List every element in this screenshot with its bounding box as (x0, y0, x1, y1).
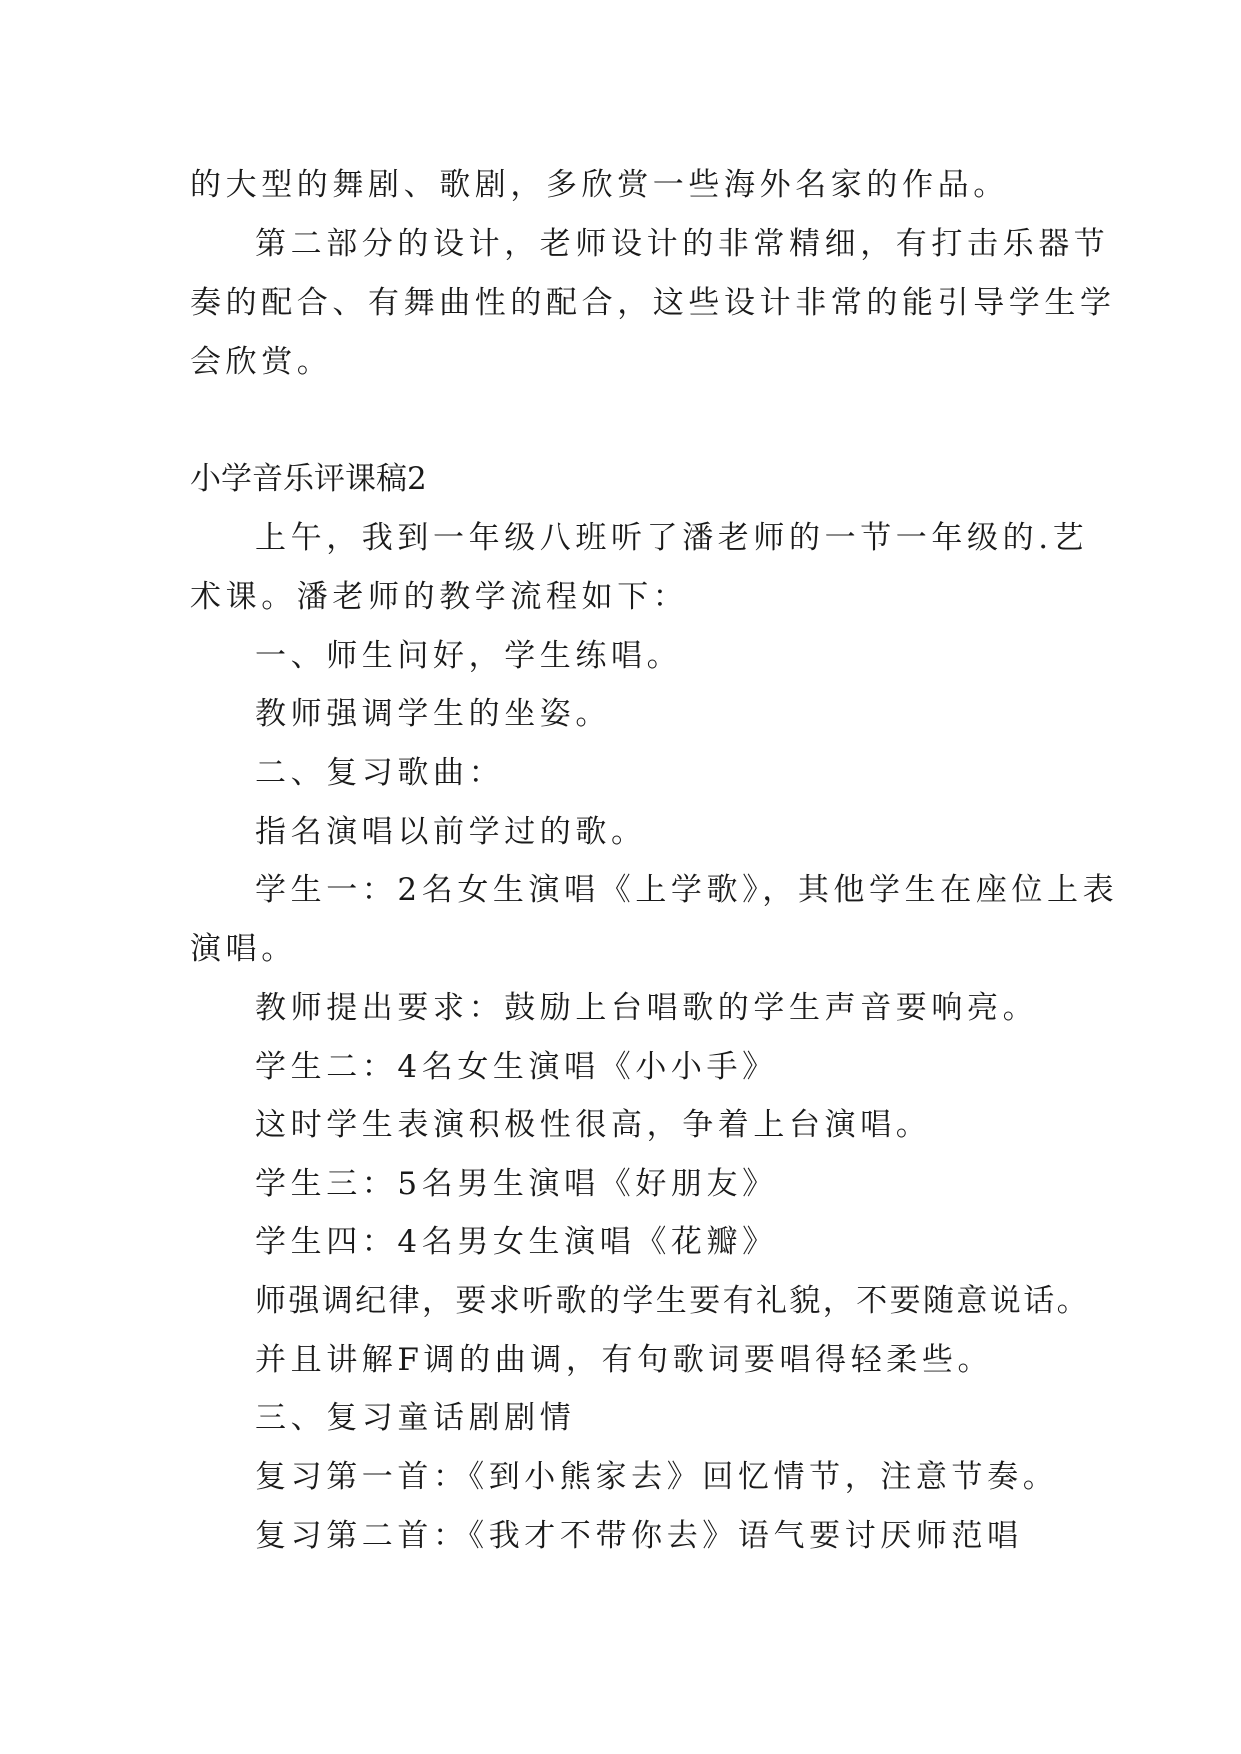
paragraph-line: 教师提出要求：鼓励上台唱歌的学生声音要响亮。 (255, 990, 1039, 1026)
paragraph-line: 复习第二首：《我才不带你去》语气要讨厌师范唱 (255, 1518, 1023, 1554)
paragraph-line: 奏的配合、有舞曲性的配合，这些设计非常的能引导学生学 (190, 285, 1116, 321)
paragraph-line: 指名演唱以前学过的歌。 (255, 814, 647, 850)
paragraph-line: 三、复习童话剧剧情 (255, 1400, 576, 1436)
paragraph-line: 二、复习歌曲： (255, 755, 505, 791)
paragraph-line: 并且讲解F调的曲调，有句歌词要唱得轻柔些。 (255, 1342, 994, 1378)
paragraph-line: 的大型的舞剧、歌剧，多欣赏一些海外名家的作品。 (190, 167, 1009, 203)
paragraph-line: 学生三：5名男生演唱《好朋友》 (255, 1166, 778, 1202)
section-heading: 小学音乐评课稿2 (190, 461, 427, 497)
paragraph-line: 学生一：2名女生演唱《上学歌》，其他学生在座位上表 (255, 872, 1119, 908)
paragraph-line: 复习第一首：《到小熊家去》回忆情节，注意节奏。 (255, 1459, 1059, 1495)
paragraph-line: 术课。潘老师的教学流程如下： (190, 579, 689, 615)
paragraph-line: 教师强调学生的坐姿。 (255, 696, 611, 732)
paragraph-line: 这时学生表演积极性很高，争着上台演唱。 (255, 1107, 932, 1143)
paragraph-line: 演唱。 (190, 931, 297, 967)
paragraph-line: 学生二：4名女生演唱《小小手》 (255, 1049, 778, 1085)
paragraph-line: 会欣赏。 (190, 344, 333, 380)
paragraph-line: 第二部分的设计，老师设计的非常精细，有打击乐器节 (255, 226, 1110, 262)
paragraph-line: 一、师生问好，学生练唱。 (255, 638, 683, 674)
paragraph-line: 师强调纪律，要求听歌的学生要有礼貌，不要随意说话。 (255, 1283, 1090, 1319)
paragraph-line: 上午，我到一年级八班听了潘老师的一节一年级的.艺 (255, 520, 1089, 556)
paragraph-line: 学生四：4名男女生演唱《花瓣》 (255, 1224, 778, 1260)
